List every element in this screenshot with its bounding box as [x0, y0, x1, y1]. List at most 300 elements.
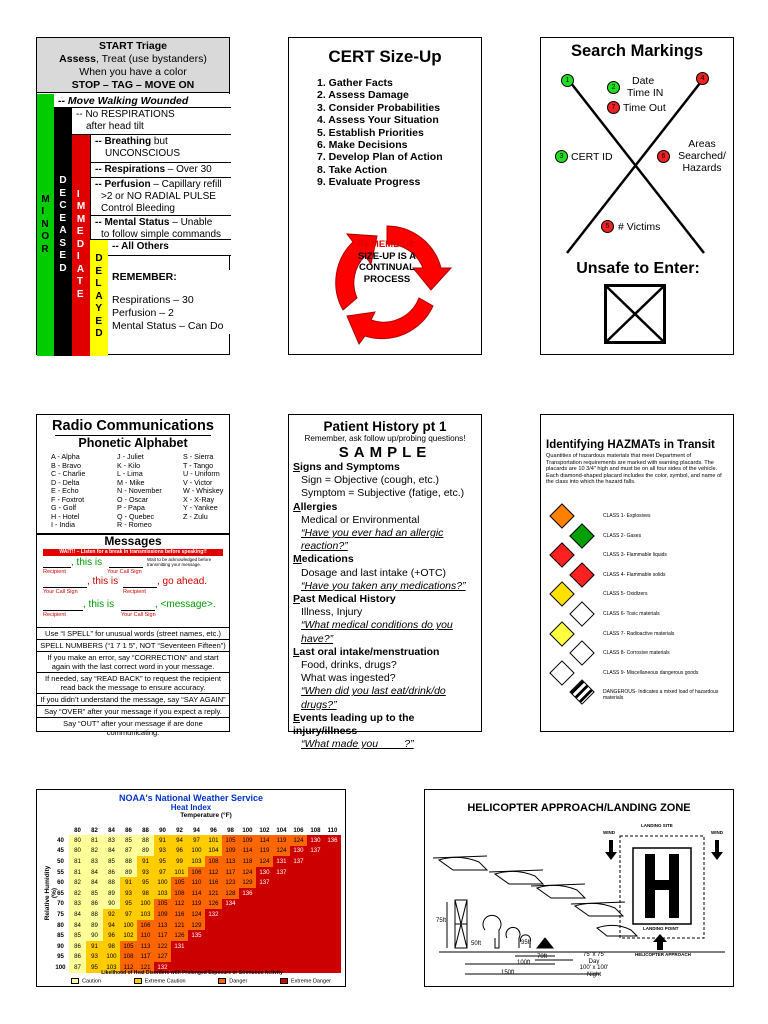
heat-cell: 93: [154, 846, 171, 857]
heat-cell: 128: [222, 888, 239, 899]
phonetic-entry: I - India: [51, 520, 75, 529]
heat-temp-header: 82: [91, 827, 98, 834]
heat-cell: [290, 877, 307, 888]
triage-no-resp: -- No RESPIRATIONS after head tilt: [72, 108, 231, 135]
heat-cell: [222, 909, 239, 920]
heat-cell: [307, 856, 324, 867]
heat-cell: [239, 952, 256, 963]
heat-cell: [290, 867, 307, 878]
marker-1: 1: [561, 74, 574, 87]
deceased-strip: [54, 94, 72, 356]
heat-row: 75 84 88 92 97 103 109 116 124 132: [52, 909, 341, 920]
heat-cell: 86: [69, 941, 86, 952]
radio-rule: If you make an error, say “CORRECTION” and start again with the last correct word in your message.: [37, 651, 229, 672]
phonetic-entry: D - Delta: [51, 477, 80, 487]
phonetic-entry: P - Papa: [117, 503, 145, 512]
heat-temp-header: 94: [193, 827, 200, 834]
heat-cell: [307, 941, 324, 952]
phonetic-entry: E - Echo: [51, 486, 79, 495]
phonetic-entry: K - Kilo: [117, 460, 141, 470]
sample-line: Signs and Symptoms: [293, 461, 400, 473]
heat-cell: [256, 941, 273, 952]
heat-cell: 83: [86, 856, 103, 867]
heat-cell: [239, 899, 256, 910]
delayed-strip: [90, 238, 108, 356]
heat-cell: 91: [137, 856, 154, 867]
marker-7: 7: [607, 101, 620, 114]
placard-label: CLASS 4- Flammable solids: [603, 571, 666, 578]
heat-cell: 117: [222, 867, 239, 878]
hazmat-card: [540, 414, 734, 732]
heat-row: 95 86 93 100 108 117 127: [52, 952, 341, 963]
heat-cell: 137: [290, 856, 307, 867]
heat-cell: [307, 909, 324, 920]
heat-legend-item: Caution: [71, 978, 101, 984]
heat-cell: 101: [205, 835, 222, 846]
phonetic-entry: T - Tango: [183, 460, 214, 470]
heat-cell: [256, 888, 273, 899]
heat-cell: 84: [86, 867, 103, 878]
cert-sizeup-card: [288, 37, 482, 355]
cert-steps: [317, 77, 481, 189]
heat-cell: 89: [86, 920, 103, 931]
heat-cell: 90: [86, 930, 103, 941]
sample-line: “What medical conditions do you have?”: [301, 619, 453, 645]
heat-cell: 95: [86, 962, 103, 973]
heat-cell: 101: [171, 867, 188, 878]
radio-communications-card: [36, 414, 230, 737]
heat-cell: 89: [137, 846, 154, 857]
heat-cell: [307, 952, 324, 963]
heat-cell: 132: [154, 962, 171, 973]
heat-cell: 84: [103, 846, 120, 857]
heat-row: 50 81 83 85 88 91 95 99 103 108 113 118 124 131 137: [52, 856, 341, 867]
heat-cell: 89: [103, 888, 120, 899]
phonetic-entry: J - Juliet: [117, 452, 144, 461]
phonetic-entry: L - Lima: [117, 469, 143, 478]
heat-cell: 91: [120, 877, 137, 888]
search-title: Search Markings: [570, 42, 704, 60]
phonetic-entry: A - Alpha: [51, 452, 80, 461]
radio-rule: If you didn’t understand the message, say “SAY AGAIN”: [37, 693, 229, 705]
marker-4: 4: [696, 72, 709, 85]
helicopter-card: [424, 789, 734, 987]
placard-label: CLASS 8- Corrosive materials: [603, 650, 670, 657]
heat-cell: 102: [120, 930, 137, 941]
heat-temp-header: 96: [210, 827, 217, 834]
phonetic-entry: X - X-Ray: [183, 494, 215, 504]
heat-cell: 127: [154, 952, 171, 963]
heat-cell: 119: [256, 846, 273, 857]
deceased-label: D E C E A S E D: [59, 175, 67, 274]
heat-cell: 124: [256, 856, 273, 867]
phonetic-grid: [37, 453, 229, 530]
sample-line: Illness, Injury: [301, 606, 363, 619]
heat-cell: 97: [154, 867, 171, 878]
heat-cell: [324, 920, 341, 931]
dim-75ft: 75ft: [436, 918, 447, 924]
heat-temp-label: Temperature (°F): [180, 812, 232, 819]
heat-cell: 109: [239, 835, 256, 846]
placard-label: CLASS 1- Explosives: [603, 513, 651, 519]
cert-id-label: CERT ID: [571, 151, 613, 163]
heat-cell: 105: [222, 835, 239, 846]
heat-cell: [290, 952, 307, 963]
heat-cell: 130: [290, 846, 307, 857]
heat-temp-header: 92: [176, 827, 183, 834]
placard-label: CLASS 2- Gases: [603, 532, 642, 539]
heat-cell: 108: [120, 952, 137, 963]
phonetic-entry: S - Sierra: [183, 452, 214, 461]
heat-cell: 103: [137, 909, 154, 920]
heat-cell: 105: [171, 877, 188, 888]
marker-2: 2: [607, 81, 620, 94]
heat-cell: 85: [120, 835, 137, 846]
patient-subtitle: Remember, ask follow up/probing questions!: [304, 434, 466, 443]
heat-cell: 121: [205, 888, 222, 899]
heat-cell: 100: [103, 952, 120, 963]
cert-step: 1. Gather Facts: [317, 77, 393, 89]
triage-walking: -- Move Walking Wounded: [54, 94, 231, 108]
heat-cell: 126: [205, 899, 222, 910]
heat-temp-header: 90: [159, 827, 166, 834]
placard-label: DANGEROUS- Indicates a mixed load of hazardous materials: [603, 689, 719, 702]
heat-cell: 88: [103, 877, 120, 888]
day-night-dimensions: 75' x 75' Day 100' x 100' Night: [579, 952, 609, 978]
heat-temp-header: 104: [276, 827, 287, 834]
heat-cell: 110: [137, 930, 154, 941]
call-format: , this is Wait to be acknowledged before transmitting your message. Recipient Your Call Sign , this is , go ahead. Your Call Sign Recipient , this is , <message>. Recipient Your Call Sign: [43, 556, 216, 618]
sample-line: Medical or Environmental: [301, 513, 420, 526]
heat-cell: 85: [103, 856, 120, 867]
sample-line: Food, drinks, drugs?: [301, 659, 397, 672]
placard-icon: [569, 562, 594, 587]
heat-legend-item: Extreme Danger: [280, 978, 331, 984]
sample-line: Past Medical History: [293, 593, 396, 606]
heat-cell: 90: [103, 899, 120, 910]
triage-color-line: When you have a color: [79, 66, 187, 78]
marker-5: 5: [601, 220, 614, 233]
heat-cell: [205, 920, 222, 931]
sample-line: “Have you taken any medications?”: [301, 579, 466, 592]
heat-cell: 87: [120, 846, 137, 857]
patient-title: Patient History pt 1: [323, 419, 447, 434]
heat-cell: [290, 909, 307, 920]
heat-cell: 85: [86, 888, 103, 899]
messages-title: Messages: [37, 533, 229, 548]
placard-icon: [569, 601, 594, 626]
heat-cell: [273, 952, 290, 963]
heat-cell: 100: [120, 920, 137, 931]
sample-line: “What made you ____?”: [301, 738, 414, 751]
sample-heading: SAMPLE: [338, 444, 432, 461]
heat-cell: 105: [154, 899, 171, 910]
heat-cell: [256, 920, 273, 931]
heat-index-card: [36, 789, 346, 987]
triage-treat: , Treat (use bystanders): [95, 53, 207, 65]
heat-cell: [324, 888, 341, 899]
heat-cell: [324, 941, 341, 952]
start-triage-card: [36, 37, 230, 355]
heat-cell: [307, 899, 324, 910]
heat-cell: [324, 877, 341, 888]
heat-cell: [188, 941, 205, 952]
immediate-strip: [72, 134, 90, 356]
triage-header: [37, 38, 229, 93]
cert-step: 5. Establish Priorities: [317, 126, 424, 139]
heat-cell: 137: [256, 877, 273, 888]
radio-title: Radio Communications: [52, 418, 214, 434]
phonetic-entry: G - Golf: [51, 503, 77, 512]
cert-step: 3. Consider Probabilities: [317, 101, 441, 114]
heat-cell: [307, 920, 324, 931]
heat-legend-item: Extreme Caution: [134, 978, 186, 984]
heat-cell: 132: [205, 909, 222, 920]
heat-cell: [273, 930, 290, 941]
heat-cell: 82: [69, 888, 86, 899]
phonetic-entry: Y - Yankee: [183, 503, 218, 512]
dim-50ft: 50ft: [471, 941, 482, 947]
heat-cell: [273, 888, 290, 899]
heat-cell: [307, 877, 324, 888]
heat-legend-item: Danger: [218, 978, 247, 984]
heat-cell: [324, 867, 341, 878]
sample-line: Dosage and last intake (+OTC): [301, 566, 447, 579]
heat-cell: [256, 930, 273, 941]
unsafe-title: Unsafe to Enter:: [576, 260, 700, 277]
placard-label: CLASS 7- Radioactive materials: [603, 630, 675, 637]
phonetic-entry: R - Romeo: [117, 520, 152, 529]
heat-temp-header: 110: [327, 827, 338, 834]
heat-cell: 116: [171, 909, 188, 920]
heat-cell: 114: [188, 888, 205, 899]
sample-list: [289, 461, 481, 751]
heat-cell: 98: [103, 941, 120, 952]
hazmat-title: Identifying HAZMATs in Transit: [546, 439, 715, 451]
heat-cell: [222, 920, 239, 931]
heat-cell: 134: [222, 899, 239, 910]
heat-cell: 123: [222, 877, 239, 888]
sample-line: “When did you last eat/drink/do drugs?”: [301, 685, 446, 711]
heat-cell: 97: [188, 835, 205, 846]
heat-cell: 100: [154, 877, 171, 888]
heat-cell: 114: [239, 846, 256, 857]
heat-temp-header: 102: [259, 827, 270, 834]
placard-icon: [549, 542, 574, 567]
heat-cell: 122: [154, 941, 171, 952]
heat-cell: 80: [69, 846, 86, 857]
heat-cell: [273, 899, 290, 910]
heat-cell: 89: [120, 867, 137, 878]
heat-cell: 126: [171, 930, 188, 941]
heat-cell: 88: [137, 835, 154, 846]
heat-cell: 130: [256, 867, 273, 878]
heat-cell: 112: [205, 867, 222, 878]
radio-rule: Use “I SPELL” for unusual words (street names, etc.): [37, 627, 229, 639]
heat-cell: 108: [205, 856, 222, 867]
heat-cell: 103: [103, 962, 120, 973]
dim-100ft: 100ft: [517, 960, 531, 966]
heli-title: HELICOPTER APPROACH/LANDING ZONE: [467, 802, 691, 814]
heat-cell: 135: [188, 930, 205, 941]
phonetic-entry: [183, 521, 243, 530]
placard-icon: [549, 503, 574, 528]
cert-step: 4. Assess Your Situation: [317, 114, 439, 127]
placard-label: CLASS 6- Toxic materials: [603, 611, 660, 617]
heat-cell: [256, 952, 273, 963]
triage-remember: REMEMBER: Respirations – 30 Perfusion – 2 Mental Status – Can Do: [108, 270, 231, 334]
heat-cell: 124: [188, 909, 205, 920]
phonetic-entry: M - Mike: [117, 477, 145, 487]
heat-cell: 99: [171, 856, 188, 867]
phonetic-entry: Q - Quebec: [117, 511, 155, 521]
heat-row: 60 82 84 88 91 95 100 105 110 116 123 129 137: [52, 877, 341, 888]
phonetic-title: Phonetic Alphabet: [55, 435, 211, 450]
heat-cell: 93: [120, 888, 137, 899]
cert-remember: REMEMBER: SIZE-UP IS A CONTINUAL PROCESS: [357, 239, 417, 285]
heat-temp-header: 80: [74, 827, 81, 834]
placard-label: CLASS 3- Flammable liquids: [603, 552, 667, 559]
unsafe-box-icon: [604, 284, 666, 344]
placard-label: CLASS 5- Oxidizers: [603, 591, 648, 598]
heat-cell: 103: [154, 888, 171, 899]
heat-cell: [273, 941, 290, 952]
cert-step: 9. Evaluate Progress: [317, 176, 421, 189]
heat-cell: [324, 846, 341, 857]
placard-label: CLASS 9- Miscellaneous dangerous goods: [603, 669, 699, 676]
cert-title: CERT Size-Up: [328, 47, 442, 66]
heat-cell: 84: [69, 909, 86, 920]
heat-cell: [273, 877, 290, 888]
heat-cell: [222, 930, 239, 941]
time-out-label: Time Out: [623, 102, 666, 114]
heat-footnote: Likelihood of Heat Disorders with Prolonged Exposure or Strenuous Activity: [101, 970, 283, 976]
heat-cell: [307, 867, 324, 878]
heat-row: 65 82 85 89 93 98 103 108 114 121 128 136: [52, 888, 341, 899]
wait-banner: WAIT!! – Listen for a break in transmissions before speaking!!: [43, 549, 223, 556]
heat-title: NOAA's National Weather Service: [118, 793, 264, 803]
heat-cell: 103: [188, 856, 205, 867]
placard-icon: [569, 680, 594, 705]
heat-cell: 112: [171, 899, 188, 910]
heat-cell: [290, 899, 307, 910]
heat-row: 55 81 84 86 89 93 97 101 106 112 117 124 130 137: [52, 867, 341, 878]
heat-temp-header: 106: [293, 827, 304, 834]
radio-rule: Say “OUT” after your message if are done communicating.: [37, 717, 229, 738]
heat-cell: [290, 941, 307, 952]
heat-cell: [222, 952, 239, 963]
heat-cell: 124: [239, 867, 256, 878]
triage-mental: -- Mental Status – Unable to follow simple commands: [90, 216, 231, 240]
heat-cell: 87: [69, 962, 86, 973]
heat-cell: 86: [69, 952, 86, 963]
heat-legend: [71, 978, 331, 984]
heat-cell: 96: [103, 930, 120, 941]
heat-cell: 94: [171, 835, 188, 846]
heat-temp-header: 88: [142, 827, 149, 834]
placard-icon: [549, 621, 574, 646]
triage-respirations: -- Respirations – Over 30: [90, 163, 231, 178]
heat-cell: 84: [86, 877, 103, 888]
areas-searched-label: Areas Searched/ Hazards: [678, 138, 726, 174]
heat-cell: 136: [239, 888, 256, 899]
heat-cell: 82: [86, 846, 103, 857]
heat-cell: 95: [154, 856, 171, 867]
sample-line: Sign = Objective (cough, etc.): [301, 474, 440, 487]
heat-cell: 84: [69, 920, 86, 931]
phonetic-entry: U - Uniform: [183, 469, 220, 478]
approach-label: HELICOPTER APPROACH: [635, 952, 691, 957]
heat-cell: 80: [69, 835, 86, 846]
heat-cell: [324, 909, 341, 920]
heat-cell: 100: [137, 899, 154, 910]
heat-cell: 91: [154, 835, 171, 846]
heat-cell: [324, 930, 341, 941]
triage-breathing: -- Breathing but UNCONSCIOUS: [90, 135, 231, 163]
heat-cell: [239, 941, 256, 952]
heat-cell: 85: [69, 930, 86, 941]
heat-cell: 83: [103, 835, 120, 846]
placard-icon: [549, 660, 574, 685]
landing-site-label: LANDING SITE: [641, 823, 673, 828]
phonetic-entry: F - Foxtrot: [51, 494, 85, 504]
phonetic-entry: V - Victor: [183, 477, 213, 487]
phonetic-entry: Z - Zulu: [183, 511, 208, 521]
sample-line: Medications: [293, 553, 354, 566]
heat-cell: 114: [256, 835, 273, 846]
landing-point-label: LANDING POINT: [643, 926, 679, 931]
heat-cell: [290, 888, 307, 899]
heat-cell: [205, 941, 222, 952]
heat-cell: 121: [137, 962, 154, 973]
heat-cell: 105: [120, 941, 137, 952]
wind-label-right: WIND: [711, 830, 723, 835]
phonetic-entry: N - November: [117, 486, 162, 495]
dim-150ft: 150ft: [501, 970, 515, 976]
sample-line: Symptom = Subjective (fatige, etc.): [301, 487, 465, 500]
minor-strip: [37, 94, 54, 356]
heat-cell: 100: [188, 846, 205, 857]
heat-cell: 129: [188, 920, 205, 931]
cert-step: 6. Make Decisions: [317, 139, 408, 152]
heat-cell: [239, 930, 256, 941]
heat-cell: [239, 909, 256, 920]
heat-temp-header: 98: [227, 827, 234, 834]
heat-cell: 136: [324, 835, 341, 846]
heat-cell: 92: [103, 909, 120, 920]
heat-cell: 108: [171, 888, 188, 899]
heat-cell: 95: [137, 877, 154, 888]
wind-label-left: WIND: [603, 830, 615, 835]
heat-cell: 113: [154, 920, 171, 931]
heat-temp-header: 84: [108, 827, 115, 834]
victims-label: # Victims: [618, 221, 661, 233]
heat-cell: 88: [120, 856, 137, 867]
heat-cell: 96: [171, 846, 188, 857]
heat-cell: [256, 909, 273, 920]
marker-3: 3: [555, 150, 568, 163]
heat-cell: 82: [69, 877, 86, 888]
heat-cell: 93: [86, 952, 103, 963]
heat-temp-header: 108: [310, 827, 321, 834]
radio-rule: SPELL NUMBERS (“1 7 1 5”, NOT “Seventeen Fifteen”): [37, 639, 229, 651]
heat-row: 85 85 90 96 102 110 117 126 135: [52, 930, 341, 941]
triage-perfusion: -- Perfusion – Capillary refill >2 or NO RADIAL PULSE Control Bleeding: [90, 178, 231, 216]
triage-assess: Assess: [59, 53, 96, 65]
heat-cell: [222, 941, 239, 952]
heat-row: 80 84 89 94 100 106 113 121 129: [52, 920, 341, 931]
heat-cell: 124: [290, 835, 307, 846]
